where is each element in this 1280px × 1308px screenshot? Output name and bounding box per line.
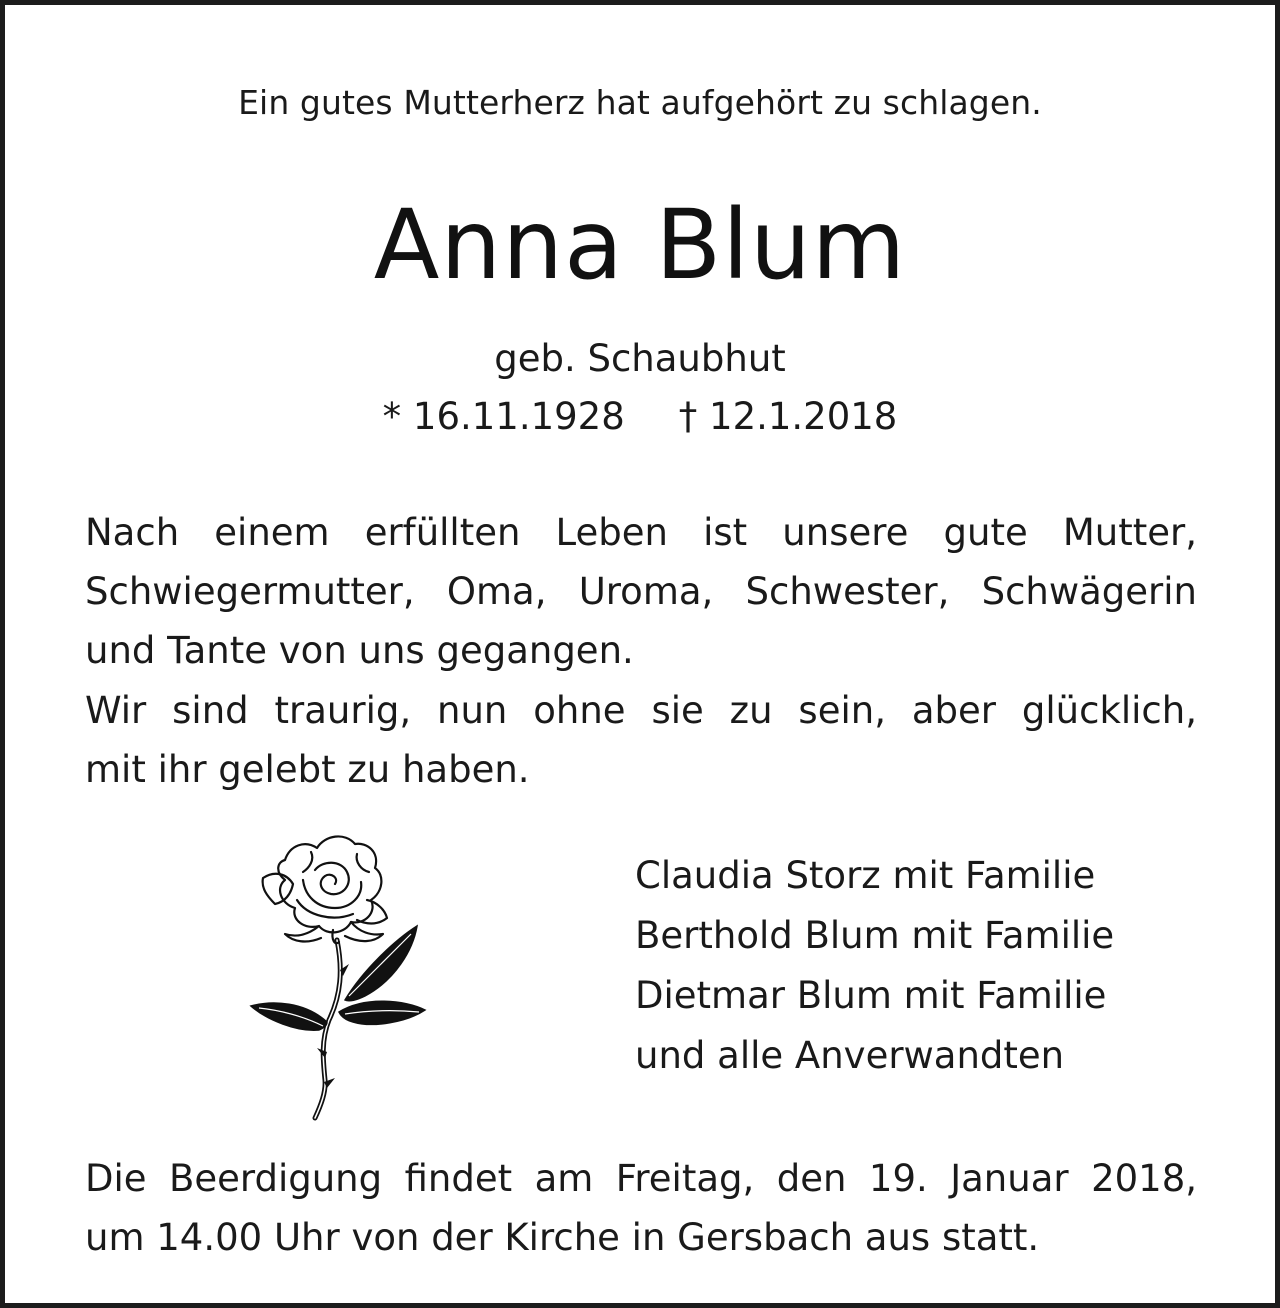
intro-line: Ein gutes Mutterherz hat aufgehört zu schlagen. xyxy=(238,83,1042,122)
paragraph-line: und Tante von uns gegangen. xyxy=(85,629,634,672)
rose-icon xyxy=(245,830,435,1125)
signer-line: Claudia Storz mit Familie xyxy=(635,854,1096,897)
life-dates xyxy=(5,395,1275,438)
signers-list xyxy=(635,846,1114,1086)
birth-date: * 16.11.1928 xyxy=(382,395,625,438)
birth-name: geb. Schaubhut xyxy=(494,337,786,380)
funeral-info xyxy=(85,1149,1197,1267)
death-date: † 12.1.2018 xyxy=(678,395,898,438)
paragraph-line: Wir sind traurig, nun ohne sie zu sein, aber glücklich, xyxy=(85,689,1197,732)
paragraph-feelings xyxy=(85,681,1197,799)
signer-line: Berthold Blum mit Familie xyxy=(635,914,1115,957)
funeral-line: Die Beerdigung findet am Freitag, den 19. Januar 2018, xyxy=(85,1157,1197,1200)
paragraph-life xyxy=(85,503,1197,680)
signer-line: und alle Anverwandten xyxy=(635,1034,1065,1077)
funeral-line: um 14.00 Uhr von der Kirche in Gersbach aus statt. xyxy=(85,1216,1040,1259)
deceased-name: Anna Blum xyxy=(373,189,907,301)
paragraph-line: mit ihr gelebt zu haben. xyxy=(85,748,530,791)
paragraph-line: Nach einem erfüllten Leben ist unsere gute Mutter, xyxy=(85,511,1197,554)
paragraph-line: Schwiegermutter, Oma, Uroma, Schwester, Schwägerin xyxy=(85,570,1197,613)
signer-line: Dietmar Blum mit Familie xyxy=(635,974,1107,1017)
